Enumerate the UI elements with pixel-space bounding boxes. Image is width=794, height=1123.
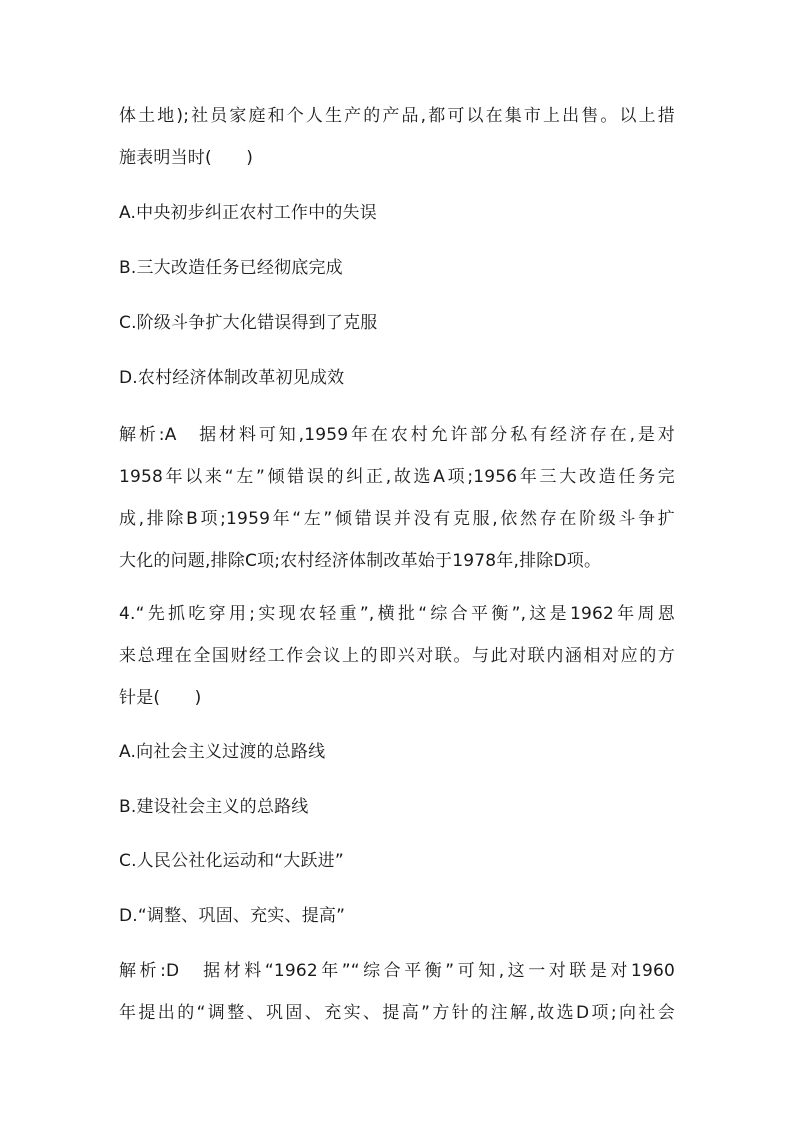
- option-d: D.农村经济体制改革初见成效: [119, 368, 345, 388]
- analysis-line: 解析:D 据材料“1962年”“综合平衡”可知,这一对联是对1960: [119, 961, 675, 981]
- question-4-line: 针是( ): [119, 688, 202, 708]
- question-stem-end: 施表明当时( ): [119, 148, 254, 168]
- option-a: A.中央初步纠正农村工作中的失误: [119, 203, 377, 223]
- text-line: 体土地);社员家庭和个人生产的产品,都可以在集市上出售。以上措: [119, 106, 675, 126]
- analysis-line: 解析:A 据材料可知,1959年在农村允许部分私有经济存在,是对: [119, 425, 675, 445]
- analysis-line: 1958年以来“左”倾错误的纠正,故选A项;1956年三大改造任务完: [119, 467, 675, 487]
- analysis-line: 年提出的“调整、巩固、充实、提高”方针的注解,故选D项;向社会: [119, 1003, 675, 1023]
- option-a: A.向社会主义过渡的总路线: [119, 742, 326, 762]
- question-4-line: 4.“先抓吃穿用;实现农轻重”,横批“综合平衡”,这是1962年周恩: [119, 604, 675, 624]
- option-c: C.阶级斗争扩大化错误得到了克服: [119, 313, 378, 333]
- option-b: B.建设社会主义的总路线: [119, 797, 309, 817]
- option-b: B.三大改造任务已经彻底完成: [119, 258, 343, 278]
- analysis-line: 成,排除B项;1959年“左”倾错误并没有克服,依然存在阶级斗争扩: [119, 509, 675, 529]
- analysis-line: 大化的问题,排除C项;农村经济体制改革始于1978年,排除D项。: [119, 551, 602, 571]
- option-c: C.人民公社化运动和“大跃进”: [119, 851, 344, 871]
- question-4-line: 来总理在全国财经工作会议上的即兴对联。与此对联内涵相对应的方: [119, 646, 675, 666]
- option-d: D.“调整、巩固、充实、提高”: [119, 906, 346, 926]
